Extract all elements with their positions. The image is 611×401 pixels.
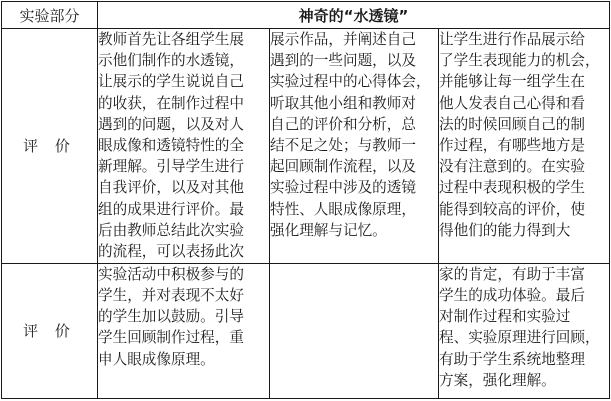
header-experiment-part: 实验部分	[2, 2, 98, 29]
row-label: 评 价	[2, 29, 98, 264]
teacher-activity-cell: 教师首先让各组学生展 示他们制作的水透镜， 让展示的学生说说自己 的收获，在制作过程中 遇到的问题，以及对人 眼成像和透镜特性的全 新理解。引导学生进行 自我评价，以及对其他 组的成果进行评价。最 后由教师总结此次实验 的流程，可以表扬此次	[98, 29, 270, 264]
table-row	[2, 29, 610, 264]
header-title: 神奇的“水透镜”	[98, 2, 610, 29]
header-row	[2, 2, 610, 29]
teacher-activity-cell: 实验活动中积极参与的 学生，并对表现不太好 的学生加以鼓励。引导 学生回顾制作过程，重 申人眼成像原理。	[98, 263, 270, 398]
design-intent-cell: 家的肯定，有助于丰富 学生的成功体验。最后 对制作过程和实验过 程、实验原理进行回顾， 有助于学生系统地整理 方案，强化理解。	[439, 263, 610, 398]
student-activity-cell: 展示作品，并阐述自己 遇到的一些问题，以及 实验过程中的心得体会， 听取其他小组和教师对 自己的评价和分析，总 结不足之处；与教师一 起回顾制作流程，以及 实验过程中涉及的透镜 特性、人眼成像原理， 强化理解与记忆。	[270, 29, 439, 264]
design-intent-cell: 让学生进行作品展示给 了学生表现能力的机会， 并能够让每一组学生在 他人发表自己心得和看 法的时候回顾自己的制 作过程，有哪些地方是 没有注意到的。在实验 过程中表现积极的学生 能得到较高的评价，使 得他们的能力得到大	[439, 29, 610, 264]
table-row	[2, 263, 610, 398]
evaluation-table	[1, 1, 610, 399]
row-label: 评 价	[2, 263, 98, 398]
student-activity-cell	[270, 263, 439, 398]
